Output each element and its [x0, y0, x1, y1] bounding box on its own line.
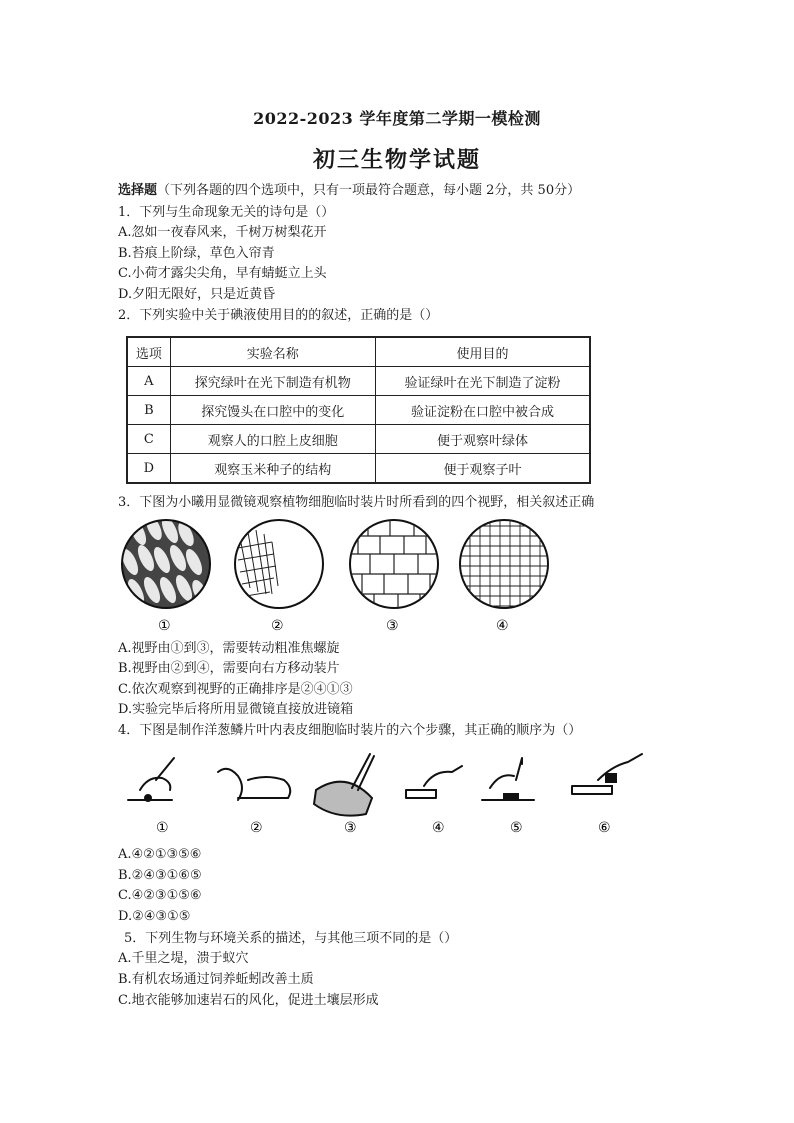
- table-cell: C: [127, 425, 170, 454]
- section-heading: [118, 182, 580, 200]
- step-label-4: ④: [432, 820, 445, 836]
- q5-option-a: A.千里之堤，溃于蚁穴: [118, 951, 249, 966]
- question-5-stem: 5．下列生物与环境关系的描述，与其他三项不同的是（）: [124, 931, 458, 946]
- exam-title: 2022-2023 学年度第二学期一模检测: [253, 109, 541, 128]
- view-label-2: ②: [271, 618, 284, 634]
- q4-option-d: D.②④③①⑤: [118, 909, 191, 924]
- table-cell: 便于观察叶绿体: [375, 425, 590, 454]
- q5-option-b: B.有机农场通过饲养蚯蚓改善土质: [118, 972, 314, 987]
- table-header: 选项: [127, 337, 170, 367]
- table-row: [127, 396, 590, 425]
- q1-option-b: B.苔痕上阶绿，草色入帘青: [118, 246, 275, 261]
- question-3-stem: 3．下图为小曦用显微镜观察植物细胞临时装片时所看到的四个视野，相关叙述正确: [118, 495, 595, 510]
- view-label-4: ④: [496, 618, 509, 634]
- microscope-view-2: [235, 520, 323, 608]
- slide-preparation-steps-figure: [120, 750, 650, 840]
- table-cell: D: [127, 454, 170, 484]
- q4-option-a: A.④②①③⑤⑥: [118, 847, 202, 862]
- subject-title: 初三生物学试题: [312, 147, 481, 173]
- table-cell: 观察玉米种子的结构: [170, 454, 375, 484]
- q3-option-d: D.实验完毕后将所用显微镜直接放进镜箱: [118, 702, 354, 717]
- question-1-stem: 1．下列与生命现象无关的诗句是（）: [118, 205, 335, 220]
- section-instruction: （下列各题的四个选项中，只有一项最符合题意，每小题 2分，共 50分）: [157, 183, 581, 198]
- q3-option-c: C.依次观察到视野的正确排序是②④①③: [118, 682, 353, 697]
- table-row: [127, 454, 590, 484]
- q3-option-b: B.视野由②到④，需要向右方移动装片: [118, 661, 340, 676]
- microscope-view-3: [350, 518, 438, 614]
- step-1-illustration: [128, 758, 174, 801]
- table-cell: 观察人的口腔上皮细胞: [170, 425, 375, 454]
- table-row: [127, 367, 590, 396]
- step-label-6: ⑥: [598, 820, 611, 836]
- question-4-stem: 4．下图是制作洋葱鳞片叶内表皮细胞临时装片的六个步骤，其正确的顺序为（）: [118, 723, 582, 738]
- step-label-1: ①: [156, 820, 169, 836]
- step-label-3: ③: [344, 820, 357, 836]
- step-label-5: ⑤: [510, 820, 523, 836]
- microscope-view-1: [119, 518, 211, 608]
- iodine-experiment-table: [126, 336, 591, 484]
- view-label-3: ③: [386, 618, 399, 634]
- table-header-row: [127, 337, 590, 367]
- q5-option-c: C.地衣能够加速岩石的风化，促进土壤层形成: [118, 993, 379, 1008]
- q1-option-d: D.夕阳无限好，只是近黄昏: [118, 287, 276, 302]
- microscope-view-4: [460, 518, 548, 610]
- step-label-2: ②: [250, 820, 263, 836]
- step-4-illustration: [406, 766, 462, 798]
- table-cell: 验证淀粉在口腔中被合成: [375, 396, 590, 425]
- q4-option-c: C.④②③①⑤⑥: [118, 888, 202, 903]
- question-2-stem: 2．下列实验中关于碘液使用目的的叙述，正确的是（）: [118, 308, 439, 323]
- table-cell: A: [127, 367, 170, 396]
- table-row: [127, 425, 590, 454]
- table-cell: 验证绿叶在光下制造了淀粉: [375, 367, 590, 396]
- step-5-illustration: [482, 758, 534, 800]
- step-2-illustration: [218, 769, 290, 800]
- step-3-illustration: [314, 754, 374, 816]
- q1-option-c: C.小荷才露尖尖角，早有蜻蜓立上头: [118, 266, 327, 281]
- table-cell: 便于观察子叶: [375, 454, 590, 484]
- table-cell: 探究绿叶在光下制造有机物: [170, 367, 375, 396]
- step-6-illustration: [572, 754, 642, 794]
- view-label-1: ①: [158, 618, 171, 634]
- table-header: 实验名称: [170, 337, 375, 367]
- microscope-views-figure: [118, 518, 618, 636]
- section-name: 选择题: [118, 183, 158, 198]
- q1-option-a: A.忽如一夜春风来，千树万树梨花开: [118, 225, 327, 240]
- table-cell: B: [127, 396, 170, 425]
- table-header: 使用目的: [375, 337, 590, 367]
- table-cell: 探究馒头在口腔中的变化: [170, 396, 375, 425]
- q3-option-a: A.视野由①到③，需要转动粗准焦螺旋: [118, 641, 340, 656]
- q4-option-b: B.②④③①⑥⑤: [118, 868, 202, 883]
